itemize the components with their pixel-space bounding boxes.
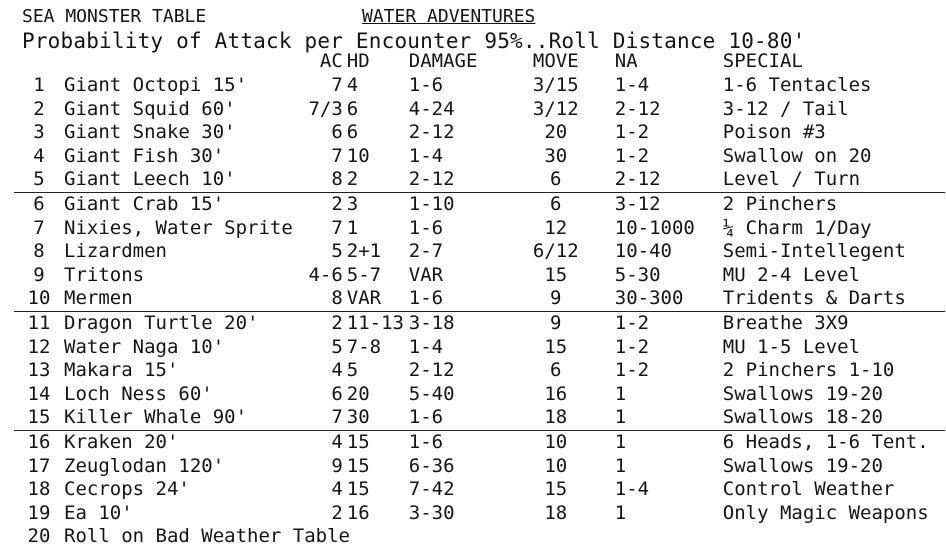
special: ¼ Charm 1/Day [722,216,872,239]
monster-name: Makara 15' [64,359,179,382]
damage: 1-10 [408,192,455,215]
special: MU 2-4 Level [722,263,861,286]
table-row [14,406,945,430]
armor-class: 4-6 [308,263,343,286]
hit-dice: 2 [347,168,409,192]
move: 15 [544,335,568,358]
armor-class: 5 [331,335,343,358]
move: 9 [513,287,599,311]
number-appearing: 1-2 [614,311,650,334]
row-number: 16 [27,430,51,453]
monster-name: Killer Whale 90' [64,406,293,430]
armor-class: 4 [331,430,343,453]
move: 18 [544,501,568,524]
table-row [14,525,945,549]
hit-dice: 15 [346,478,370,501]
move: 10 [544,430,568,453]
special: 2 Pinchers 1-10 [722,359,895,382]
special: 1-6 Tentacles [722,74,872,96]
number-appearing: 5-30 [614,263,661,286]
move: 30 [544,144,568,167]
move: 6/12 [532,240,579,263]
number-appearing: 10-1000 [614,216,695,239]
damage: 6-36 [408,454,455,477]
damage: 2-12 [409,168,513,192]
col-name [64,50,293,74]
row-number: 5 [14,168,64,192]
row-number: 14 [27,382,51,405]
armor-class: 6 [331,382,343,405]
table-row [14,311,945,335]
hit-dice: 10 [346,144,370,167]
monster-name: Giant Snake 30' [64,121,236,144]
move: 18 [513,406,599,430]
armor-class: 2 [331,501,343,524]
armor-class: 7 [293,406,347,430]
table-row [14,287,945,311]
damage: 2-12 [408,121,455,144]
damage: 1-4 [408,335,444,358]
hit-dice: 6 [346,121,359,144]
armor-class: 5 [331,240,343,263]
table-title: SEA MONSTER TABLE [22,6,207,27]
table-row [14,192,945,216]
monster-name: Ea 10' [64,501,133,524]
damage: VAR [408,263,444,286]
col-hd: HD [346,50,370,73]
monster-name: Roll on Bad Weather Table [64,525,350,548]
move: 6 [513,168,599,192]
damage: 1-6 [409,406,513,430]
hit-dice: 1 [346,216,359,239]
section-title: WATER ADVENTURES [362,6,536,27]
special: Only Magic Weapons [722,501,929,524]
number-appearing: 2-12 [599,168,723,192]
damage: 3-18 [408,311,455,334]
header-row [14,50,945,74]
number-appearing: 1 [614,501,627,524]
special: Swallows 19-20 [722,382,883,405]
table-row [14,455,945,479]
armor-class: 7/3 [308,97,343,120]
move: 20 [544,121,568,144]
sea-monster-table [14,50,945,549]
table-row [14,264,945,288]
number-appearing: 1-4 [614,478,650,501]
row-number: 10 [14,287,64,311]
monster-name: Lizardmen [64,240,167,263]
hit-dice: 20 [346,382,370,405]
damage: 3-30 [408,501,455,524]
table-row [14,359,945,383]
table-row [14,217,945,241]
row-number: 13 [27,359,51,382]
row-number: 4 [33,144,45,167]
table-row [14,383,945,407]
special: Level / Turn [723,168,945,192]
move: 15 [544,263,568,286]
hit-dice: 11-13 [346,311,404,334]
row-number: 3 [33,121,45,144]
table-row [14,478,945,502]
armor-class: 4 [331,478,343,501]
col-ac: AC [319,50,343,73]
number-appearing: 1-2 [614,359,650,382]
special: Swallows 19-20 [722,454,883,477]
number-appearing: 1-4 [614,74,650,96]
monster-name: Mermen [64,287,293,311]
number-appearing: 1 [614,454,627,477]
special: Poison #3 [722,121,826,144]
monster-name: Loch Ness 60' [64,382,213,405]
hit-dice: 7-8 [346,335,382,358]
armor-class: 6 [331,121,343,144]
hit-dice: 3 [346,192,359,215]
special: Control Weather [722,478,895,501]
armor-class: 2 [331,311,343,334]
row-number: 8 [33,240,45,263]
hit-dice: 2+1 [346,240,382,263]
armor-class: 8 [293,168,347,192]
number-appearing: 1-2 [614,335,650,358]
monster-name: Cecrops 24' [64,478,190,501]
table-row [14,168,945,192]
monster-name: Tritons [64,263,145,286]
row-number: 12 [27,335,51,358]
number-appearing: 3-12 [614,192,661,215]
move: 16 [544,382,568,405]
hit-dice: 5 [346,359,359,382]
damage: 1-6 [408,74,444,96]
move: 10 [544,454,568,477]
damage: 1-6 [408,216,444,239]
move: 6 [550,359,562,382]
monster-name: Zeuglodan 120' [64,454,225,477]
move: 12 [544,216,568,239]
row-number: 17 [27,454,51,477]
table-row [14,145,945,169]
table-row [14,336,945,360]
number-appearing: 1 [599,406,723,430]
number-appearing: 1 [614,430,627,453]
damage: 4-24 [408,97,455,120]
row-number: 19 [27,501,51,524]
special: 3-12 / Tail [722,97,849,120]
armor-class: 9 [331,454,343,477]
special: Tridents & Darts [723,287,945,311]
title-line [22,6,536,27]
number-appearing: 10-40 [614,240,672,263]
special: 2 Pinchers [722,192,838,215]
monster-name: Giant Fish 30' [64,144,225,167]
monster-name: Kraken 20' [64,430,179,453]
row-number: 1 [33,74,45,96]
number-appearing: 1 [614,382,627,405]
col-na: NA [614,50,638,73]
row-number: 20 [27,525,51,548]
armor-class: 7 [331,74,343,96]
table-row [14,74,945,98]
table-row [14,240,945,264]
hit-dice: 30 [347,406,409,430]
col-move: MOVE [532,50,579,73]
special: Swallow on 20 [722,144,872,167]
row-number: 9 [33,263,45,286]
row-number: 18 [27,478,51,501]
hit-dice: 6 [346,97,359,120]
hit-dice: 4 [346,74,359,96]
move: 6 [550,192,562,215]
hit-dice: 15 [346,454,370,477]
move: 15 [544,478,568,501]
col-damage: DAMAGE [408,50,478,73]
damage: 1-6 [409,287,513,311]
table-row [14,121,945,145]
attack-probability-line: Probability of Attack per Encounter 95%..Roll Distance 10-80' [22,29,806,53]
damage: 1-6 [408,430,444,453]
row-number: 11 [27,311,51,334]
damage: 2-7 [408,240,444,263]
number-appearing: 2-12 [614,97,661,120]
special: Breathe 3X9 [722,311,849,334]
damage: 2-12 [408,359,455,382]
monster-name: Dragon Turtle 20' [64,311,259,334]
table-row [14,502,945,526]
armor-class: 4 [331,359,343,382]
number-appearing: 30-300 [599,287,723,311]
monster-name: Nixies, Water Sprite [64,216,293,239]
damage: 1-4 [408,144,444,167]
move: 3/15 [532,74,579,96]
damage: 5-40 [408,382,455,405]
monster-name: Giant Squid 60' [64,97,236,120]
hit-dice: 5-7 [346,263,382,286]
hit-dice: 16 [346,501,370,524]
move: 3/12 [532,97,579,120]
col-special: SPECIAL [722,50,803,73]
row-number: 6 [33,192,45,215]
special: 6 Heads, 1-6 Tent. [722,430,929,453]
monster-name: Giant Octopi 15' [64,74,248,96]
number-appearing: 1-2 [614,121,650,144]
table-row [14,98,945,122]
monster-name: Giant Leech 10' [64,168,293,192]
special: MU 1-5 Level [722,335,861,358]
row-number: 15 [14,406,64,430]
number-appearing: 1-2 [614,144,650,167]
row-number: 2 [33,97,45,120]
monster-name: Giant Crab 15' [64,192,225,215]
armor-class: 7 [331,144,343,167]
move: 9 [550,311,562,334]
table-body [14,74,945,549]
special: Semi-Intellegent [722,240,906,263]
monster-name: Water Naga 10' [64,335,225,358]
row-number: 7 [33,216,45,239]
table-row [14,430,945,454]
armor-class: 8 [293,287,347,311]
hit-dice: 15 [346,430,370,453]
armor-class: 7 [331,216,343,239]
armor-class: 2 [331,192,343,215]
special: Swallows 18-20 [723,406,945,430]
damage: 7-42 [408,478,455,501]
hit-dice: VAR [347,287,409,311]
col-number [14,50,64,74]
